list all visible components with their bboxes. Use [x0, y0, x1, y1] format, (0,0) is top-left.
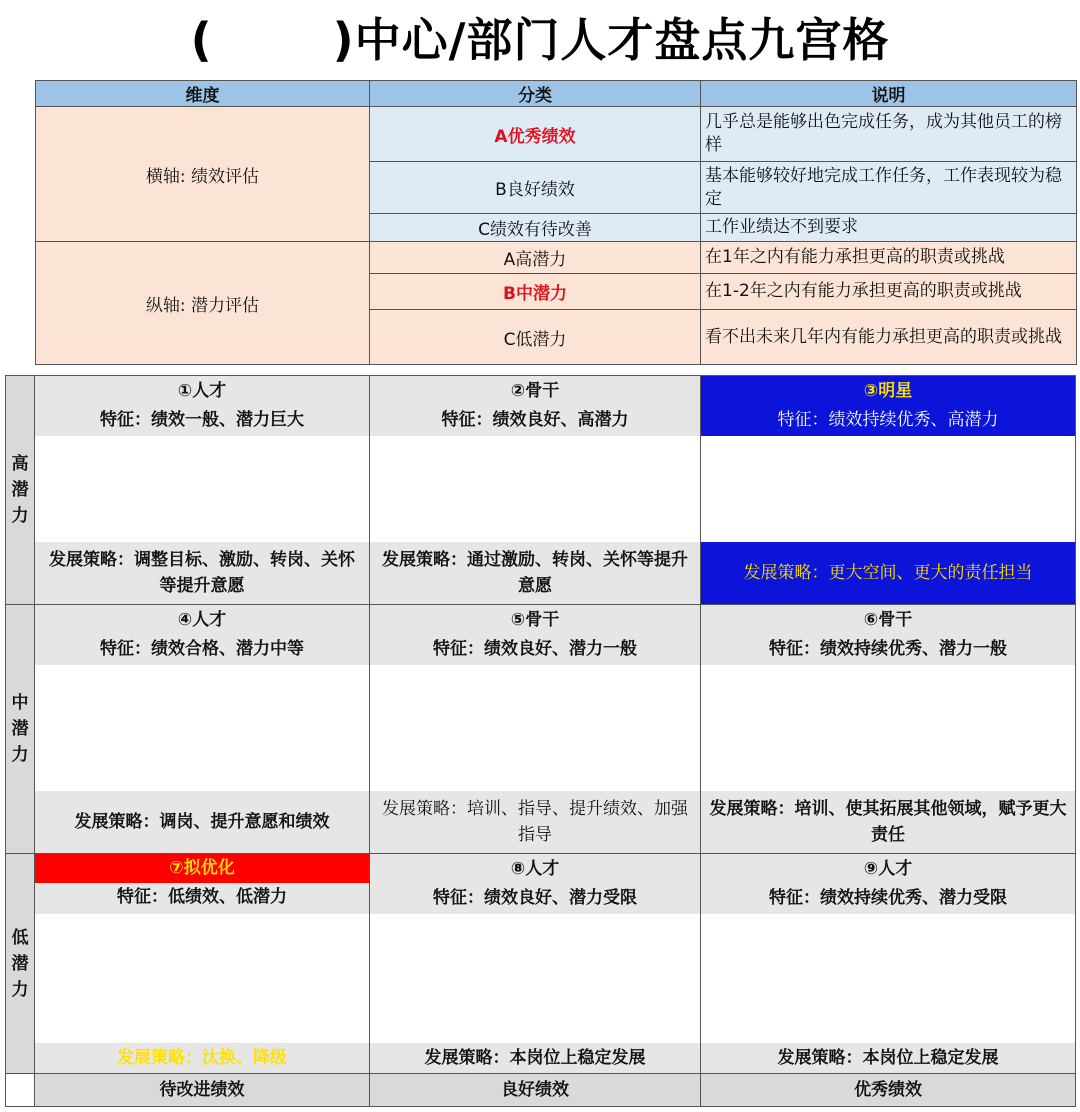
legend-table — [35, 80, 1077, 365]
box-4-body[interactable] — [35, 665, 369, 791]
box-2-feature: 特征：绩效良好、高潜力 — [441, 410, 629, 430]
box-4-feature: 特征：绩效合格、潜力中等 — [100, 639, 304, 659]
category-c-potential: C低潜力 — [370, 310, 701, 365]
description-a-performance: 几乎总是能够出色完成任务，成为其他员工的榜样 — [701, 107, 1077, 162]
box-2-title: ②骨干 — [510, 381, 560, 401]
box-4-talent — [34, 604, 370, 854]
header-dimension: 维度 — [36, 81, 370, 107]
box-9-title: ⑨人才 — [863, 859, 913, 879]
box-1-body[interactable] — [35, 436, 369, 542]
box-8-header — [370, 854, 700, 914]
header-description: 说明 — [701, 81, 1077, 107]
column-label-excellent: 优秀绩效 — [700, 1073, 1076, 1107]
nine-box-grid — [5, 375, 1076, 1108]
box-3-header — [701, 376, 1075, 436]
row-label-low-potential: 低 潜 力 — [5, 853, 35, 1074]
box-7-strategy: 发展策略：汰换、降级 — [35, 1043, 369, 1073]
box-6-title: ⑥骨干 — [863, 610, 913, 630]
grid-corner — [5, 1073, 35, 1107]
box-7-title: ⑦拟优化 — [35, 854, 369, 883]
box-5-header — [370, 605, 700, 665]
box-8-feature: 特征：绩效良好、潜力受限 — [433, 888, 637, 908]
description-a-potential: 在1年之内有能力承担更高的职责或挑战 — [701, 242, 1077, 274]
box-5-body[interactable] — [370, 665, 700, 791]
description-c-potential: 看不出未来几年内有能力承担更高的职责或挑战 — [701, 310, 1077, 365]
category-b-performance: B良好绩效 — [370, 162, 701, 214]
box-9-talent — [700, 853, 1076, 1074]
category-b-potential: B中潜力 — [370, 274, 701, 310]
box-3-strategy: 发展策略：更大空间、更大的责任担当 — [701, 542, 1075, 604]
box-4-strategy: 发展策略：调岗、提升意愿和绩效 — [35, 791, 369, 853]
description-b-potential: 在1-2年之内有能力承担更高的职责或挑战 — [701, 274, 1077, 310]
box-7-body[interactable] — [35, 914, 369, 1043]
box-7-feature: 特征：低绩效、低潜力 — [117, 887, 287, 907]
box-6-body[interactable] — [701, 665, 1075, 791]
box-5-feature: 特征：绩效良好、潜力一般 — [433, 639, 637, 659]
box-2-core — [369, 375, 701, 605]
row-label-high-potential: 高 潜 力 — [5, 375, 35, 605]
box-6-strategy: 发展策略：培训、使其拓展其他领域，赋予更大责任 — [701, 791, 1075, 853]
column-label-good: 良好绩效 — [369, 1073, 701, 1107]
box-1-feature: 特征：绩效一般、潜力巨大 — [100, 410, 304, 430]
box-5-core — [369, 604, 701, 854]
row-label-mid-potential: 中 潜 力 — [5, 604, 35, 854]
box-3-feature: 特征：绩效持续优秀、高潜力 — [777, 410, 999, 430]
box-9-header — [701, 854, 1075, 914]
category-a-performance: A优秀绩效 — [370, 107, 701, 162]
header-category: 分类 — [370, 81, 701, 107]
box-1-title: ①人才 — [177, 381, 227, 401]
column-label-needs-improvement: 待改进绩效 — [34, 1073, 370, 1107]
box-8-strategy: 发展策略：本岗位上稳定发展 — [370, 1043, 700, 1073]
horizontal-axis-label: 横轴: 绩效评估 — [36, 107, 370, 242]
box-9-strategy: 发展策略：本岗位上稳定发展 — [701, 1043, 1075, 1073]
box-8-body[interactable] — [370, 914, 700, 1043]
box-1-header — [35, 376, 369, 436]
box-2-header — [370, 376, 700, 436]
box-6-header — [701, 605, 1075, 665]
box-5-title: ⑤骨干 — [510, 610, 560, 630]
box-9-body[interactable] — [701, 914, 1075, 1043]
box-3-star — [700, 375, 1076, 605]
box-1-strategy: 发展策略：调整目标、激励、转岗、关怀等提升意愿 — [35, 542, 369, 604]
page-title: ( )中心/部门人才盘点九宫格 — [190, 13, 890, 67]
description-c-performance: 工作业绩达不到要求 — [701, 214, 1077, 242]
box-6-core — [700, 604, 1076, 854]
box-4-header — [35, 605, 369, 665]
box-7-optimize — [34, 853, 370, 1074]
box-6-feature: 特征：绩效持续优秀、潜力一般 — [769, 639, 1007, 659]
box-4-title: ④人才 — [177, 610, 227, 630]
box-3-title: ③明星 — [863, 381, 913, 401]
box-2-body[interactable] — [370, 436, 700, 542]
description-b-performance: 基本能够较好地完成工作任务，工作表现较为稳定 — [701, 162, 1077, 214]
box-1-talent — [34, 375, 370, 605]
box-3-body[interactable] — [701, 436, 1075, 542]
box-9-feature: 特征：绩效持续优秀、潜力受限 — [769, 888, 1007, 908]
category-c-performance: C绩效有待改善 — [370, 214, 701, 242]
box-8-title: ⑧人才 — [510, 859, 560, 879]
category-a-potential: A高潜力 — [370, 242, 701, 274]
vertical-axis-label: 纵轴: 潜力评估 — [36, 242, 370, 365]
box-2-strategy: 发展策略：通过激励、转岗、关怀等提升意愿 — [370, 542, 700, 604]
box-8-talent — [369, 853, 701, 1074]
box-7-header — [35, 854, 369, 914]
box-5-strategy: 发展策略：培训、指导、提升绩效、加强指导 — [370, 791, 700, 853]
